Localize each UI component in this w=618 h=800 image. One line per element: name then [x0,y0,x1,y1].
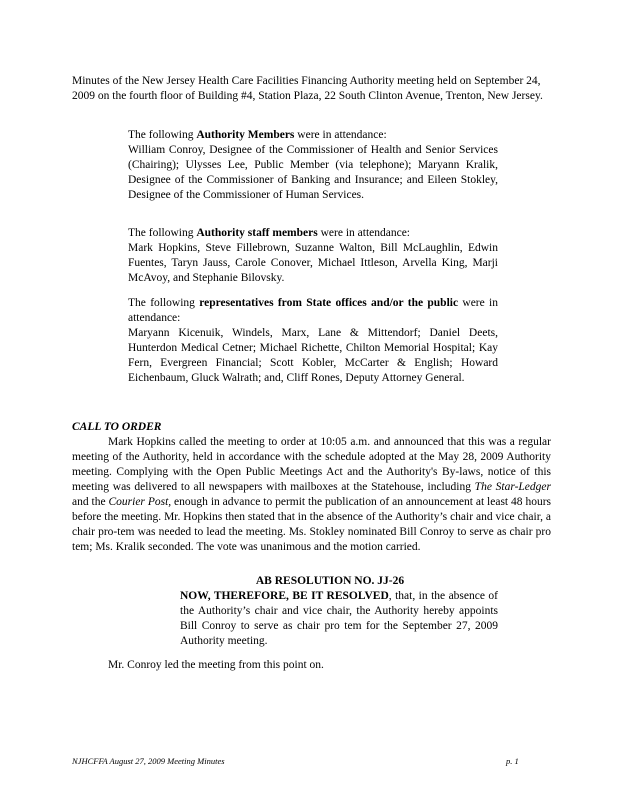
members-list: William Conroy, Designee of the Commissioner of Health and Senior Services (Chairing); Ulysses Lee, Public Member (via telephone); Maryann Kralik, Designee of the Commissioner of Banking and Insurance; and Eileen Stokley, Designee of the Commissioner of Human Services. [128,144,498,201]
public-lead-post: were in attendance: [128,297,498,324]
resolution-title: AB RESOLUTION NO. JJ-26 [255,575,405,587]
public-lead [128,296,498,326]
public-list: Maryann Kicenuik, Windels, Marx, Lane & Mittendorf; Daniel Deets, Hunterdon Medical Cetner; Michael Richette, Chilton Memorial Hospital; Kay Fern, Evergreen Financial; Scott Kobler, McCarter & English; Howard Eichenbaum, Gluck Walrath; and, Cliff Rones, Deputy Attorney General. [128,327,498,384]
cto-text-2: and the [72,496,109,508]
closing-statement: Mr. Conroy led the meeting from this point on. [108,659,324,671]
cto-newspaper-1: The Star-Ledger [474,481,551,493]
staff-list: Mark Hopkins, Steve Fillebrown, Suzanne Walton, Bill McLaughlin, Edwin Fuentes, Taryn Jauss, Carole Conover, Michael Ittleson, Arvella King, Marji McAvoy, and Stephanie Bilovsky. [128,242,498,284]
staff-lead-bold: Authority staff members [196,227,318,239]
call-to-order-paragraph [72,435,551,555]
public-lead-pre: The following [128,297,200,309]
members-lead-pre: The following [128,129,197,141]
members-lead-post: were in attendance: [294,129,387,141]
members-lead-bold: Authority Members [196,129,295,141]
staff-lead [128,226,498,241]
resolution-text: , that, in the absence of the Authority’s chair and vice chair, the Authority hereby appoints Bill Conroy to serve as chair pro tem for the September 27, 2009 Authority meeting. [180,590,499,647]
authority-members-attendance [128,128,498,203]
call-to-order-heading: CALL TO ORDER [72,421,162,433]
public-lead-bold: representatives from State offices and/or the public [199,297,459,309]
staff-lead-post: were in attendance: [317,227,411,239]
resolution-lead: NOW, THEREFORE, BE IT RESOLVED [180,590,389,602]
staff-members-attendance [128,226,498,286]
cto-newspaper-2: Courier Post, [108,496,172,508]
resolution-body [180,589,498,649]
cto-text-3: enough in advance to permit the publication of an announcement at least 48 hours before the meeting. Mr. Hopkins then stated that in the absence of the Authority’s chair and vice chair, a chair pro-tem was needed to lead the meeting. Ms. Stokley nominated Bill Conroy to serve as chair pro tem; Ms. Kralik seconded. The vote was unanimous and the motion carried. [72,496,552,553]
public-attendance [128,296,498,386]
footer-page-number: p. 1 [506,756,519,766]
members-lead [128,128,498,143]
intro-paragraph: Minutes of the New Jersey Health Care Facilities Financing Authority meeting held on September 24, 2009 on the fourth floor of Building #4, Station Plaza, 22 South Clinton Avenue, Trenton, New Jersey. [72,75,543,102]
cto-text-1: Mark Hopkins called the meeting to order at 10:05 a.m. and announced that this was a regular meeting of the Authority, held in accordance with the schedule adopted at the May 28, 2009 Authority meeting. Complying with the Open Public Meetings Act and the Authority's By-laws, notice of this meeting was delivered to all newspapers with mailboxes at the Statehouse, including [72,436,551,493]
footer-title: NJHCFFA August 27, 2009 Meeting Minutes [72,756,225,766]
staff-lead-pre: The following [128,227,197,239]
